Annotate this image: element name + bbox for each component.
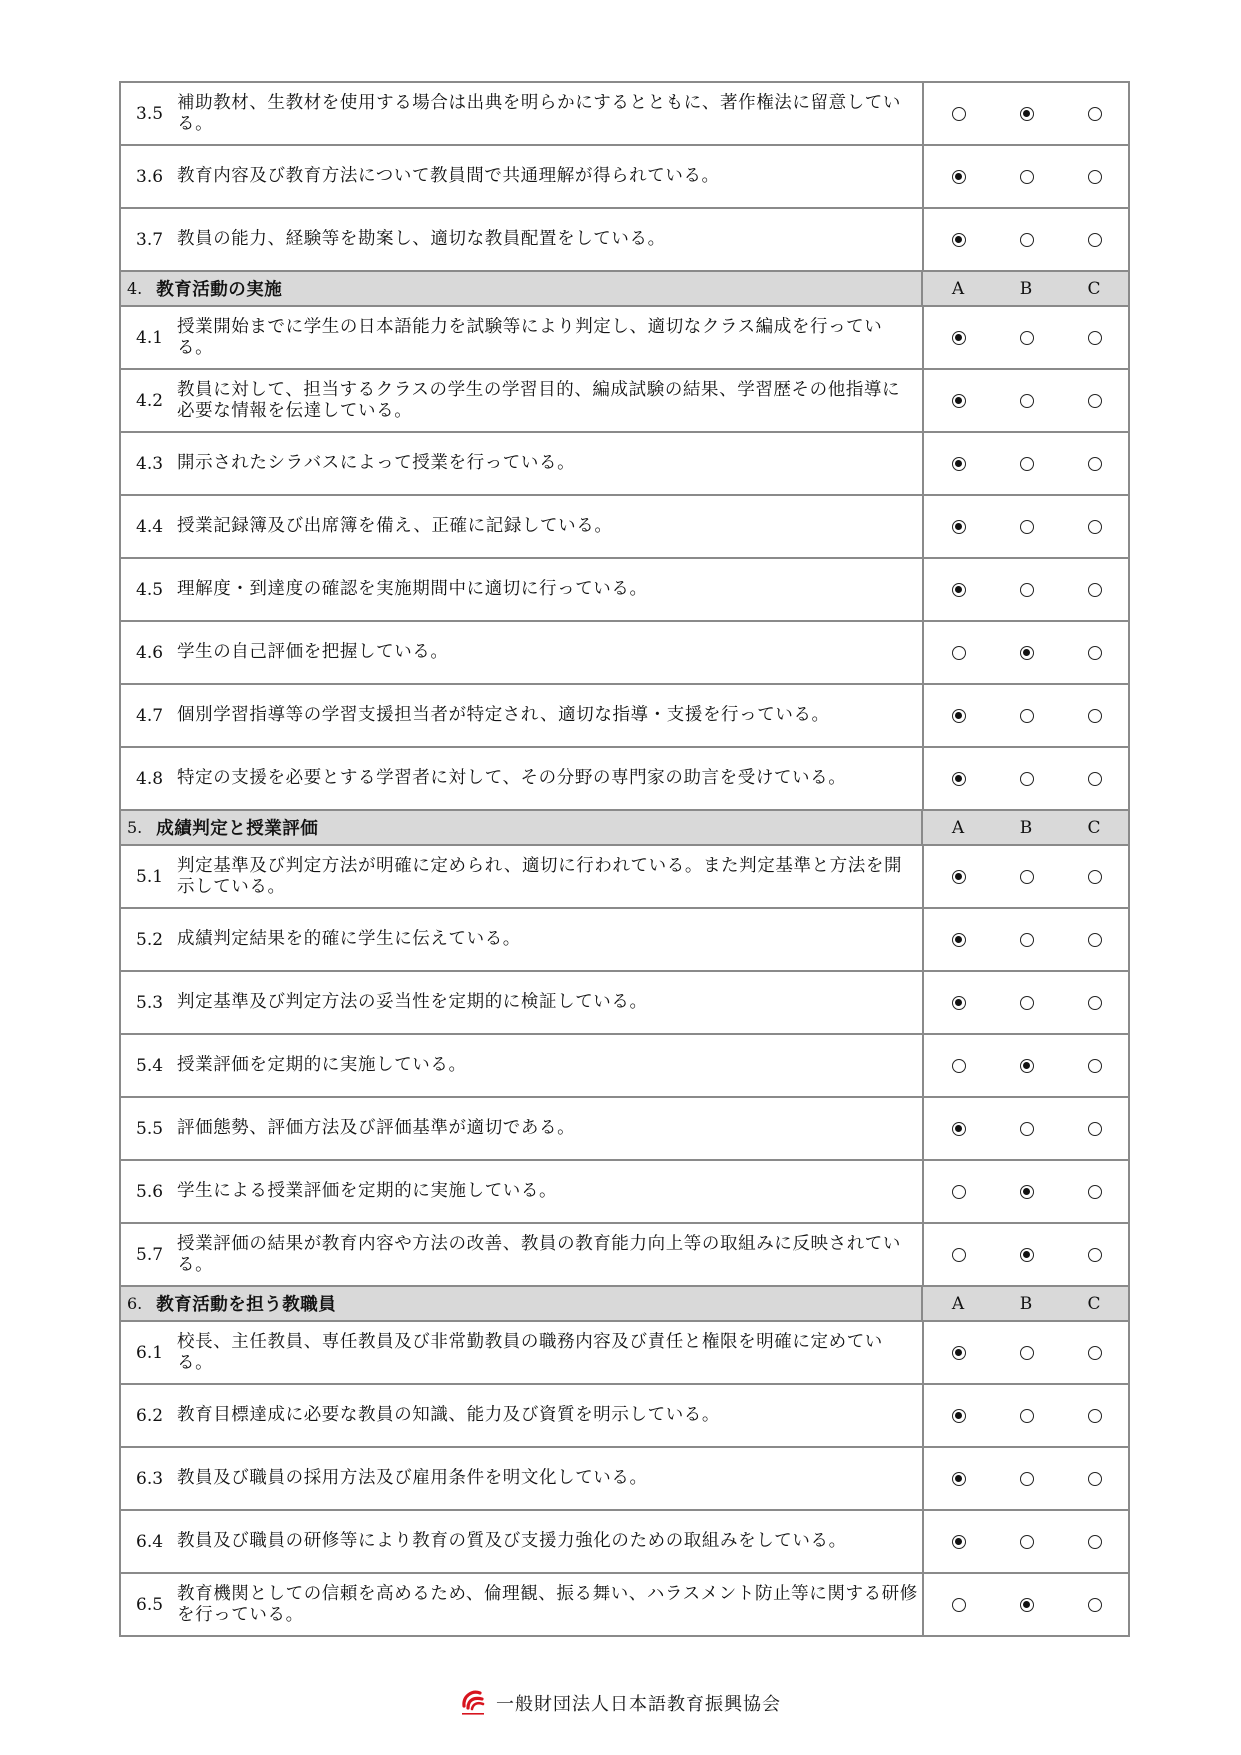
criteria-number: 5.1: [136, 866, 164, 887]
criteria-row: [121, 144, 1128, 207]
criteria-number: 6.3: [136, 1468, 164, 1489]
rating-b-radio[interactable]: [1020, 331, 1034, 345]
rating-a-radio[interactable]: [952, 709, 966, 723]
rating-cell: [924, 1385, 1129, 1446]
criteria-row: [121, 1446, 1128, 1509]
rating-c-radio[interactable]: [1088, 1409, 1102, 1423]
criteria-cell: [121, 846, 924, 907]
rating-b-radio[interactable]: [1020, 583, 1034, 597]
criteria-row: [121, 494, 1128, 557]
section-header: [121, 270, 1128, 305]
grade-label-b: B: [1019, 1293, 1033, 1314]
grade-label-a: A: [951, 817, 965, 838]
rating-c-radio[interactable]: [1088, 583, 1102, 597]
rating-b-radio[interactable]: [1020, 1346, 1034, 1360]
section-number: 5.: [127, 818, 143, 837]
criteria-row: [121, 1096, 1128, 1159]
criteria-number: 5.2: [136, 929, 164, 950]
criteria-text: 授業評価を定期的に実施している。: [177, 1055, 467, 1075]
rating-b-radio[interactable]: [1020, 1122, 1034, 1136]
criteria-number: 6.4: [136, 1531, 164, 1552]
rating-b-radio[interactable]: [1020, 772, 1034, 786]
rating-cell: [924, 622, 1129, 683]
criteria-cell: [121, 433, 924, 494]
page-footer: [0, 1688, 1241, 1718]
rating-c-radio[interactable]: [1088, 1346, 1102, 1360]
criteria-cell: [121, 83, 924, 144]
evaluation-table: [119, 81, 1130, 1637]
section-title-cell: [121, 272, 923, 305]
criteria-row: [121, 305, 1128, 368]
rating-b-radio[interactable]: [1020, 107, 1034, 121]
criteria-number: 5.3: [136, 992, 164, 1013]
section-title: 成績判定と授業評価: [156, 819, 319, 839]
rating-a-radio[interactable]: [952, 933, 966, 947]
criteria-text: 教員に対して、担当するクラスの学生の学習目的、編成試験の結果、学習歴その他指導に必要な情報を伝達している。: [177, 379, 901, 421]
grade-header: [923, 811, 1128, 844]
rating-c-radio[interactable]: [1088, 996, 1102, 1010]
rating-cell: [924, 433, 1129, 494]
criteria-text: 教員の能力、経験等を勘案し、適切な教員配置をしている。: [177, 229, 666, 249]
criteria-cell: [121, 1448, 924, 1509]
rating-a-radio[interactable]: [952, 394, 966, 408]
criteria-text: 判定基準及び判定方法の妥当性を定期的に検証している。: [177, 992, 648, 1012]
rating-b-radio[interactable]: [1020, 520, 1034, 534]
grade-label-c: C: [1087, 278, 1101, 299]
criteria-row: [121, 81, 1128, 144]
rating-cell: [924, 1224, 1129, 1285]
criteria-row: [121, 683, 1128, 746]
rating-cell: [924, 559, 1129, 620]
rating-cell: [924, 972, 1129, 1033]
section-title: 教育活動を担う教職員: [156, 1295, 337, 1315]
rating-c-radio[interactable]: [1088, 933, 1102, 947]
rating-b-radio[interactable]: [1020, 646, 1034, 660]
criteria-text: 成績判定結果を的確に学生に伝えている。: [177, 929, 521, 949]
rating-c-radio[interactable]: [1088, 1535, 1102, 1549]
rating-c-radio[interactable]: [1088, 772, 1102, 786]
rating-c-radio[interactable]: [1088, 1598, 1102, 1612]
criteria-number: 5.6: [136, 1181, 164, 1202]
rating-b-radio[interactable]: [1020, 394, 1034, 408]
rating-b-radio[interactable]: [1020, 457, 1034, 471]
criteria-cell: [121, 1322, 924, 1383]
rating-b-radio[interactable]: [1020, 1598, 1034, 1612]
rating-c-radio[interactable]: [1088, 1472, 1102, 1486]
grade-label-c: C: [1087, 817, 1101, 838]
rating-c-radio[interactable]: [1088, 1122, 1102, 1136]
rating-a-radio[interactable]: [952, 646, 966, 660]
rating-cell: [924, 748, 1129, 809]
rating-b-radio[interactable]: [1020, 996, 1034, 1010]
criteria-text: 教育機関としての信頼を高めるため、倫理観、振る舞い、ハラスメント防止等に関する研修を行っている。: [177, 1583, 918, 1625]
criteria-cell: [121, 370, 924, 431]
rating-cell: [924, 1098, 1129, 1159]
criteria-row: [121, 1320, 1128, 1383]
rating-b-radio[interactable]: [1020, 1185, 1034, 1199]
rating-cell: [924, 146, 1129, 207]
rating-c-radio[interactable]: [1088, 870, 1102, 884]
rating-b-radio[interactable]: [1020, 1472, 1034, 1486]
criteria-cell: [121, 1161, 924, 1222]
criteria-row: [121, 907, 1128, 970]
criteria-number: 4.2: [136, 390, 164, 411]
rating-cell: [924, 307, 1129, 368]
grade-header: [923, 1287, 1128, 1320]
rating-b-radio[interactable]: [1020, 1059, 1034, 1073]
rating-a-radio[interactable]: [952, 1185, 966, 1199]
grade-label-c: C: [1087, 1293, 1101, 1314]
section-header: [121, 809, 1128, 844]
rating-a-radio[interactable]: [952, 233, 966, 247]
criteria-text: 個別学習指導等の学習支援担当者が特定され、適切な指導・支援を行っている。: [177, 705, 830, 725]
criteria-cell: [121, 622, 924, 683]
rating-cell: [924, 1448, 1129, 1509]
criteria-number: 4.7: [136, 705, 164, 726]
rating-cell: [924, 1511, 1129, 1572]
section-title-cell: [121, 811, 923, 844]
criteria-text: 教員及び職員の研修等により教育の質及び支援力強化のための取組みをしている。: [177, 1531, 847, 1551]
rating-a-radio[interactable]: [952, 1472, 966, 1486]
rating-a-radio[interactable]: [952, 1248, 966, 1262]
criteria-cell: [121, 972, 924, 1033]
criteria-text: 理解度・到達度の確認を実施期間中に適切に行っている。: [177, 579, 648, 599]
rating-cell: [924, 846, 1129, 907]
criteria-text: 授業開始までに学生の日本語能力を試験等により判定し、適切なクラス編成を行っている。: [177, 316, 883, 358]
criteria-text: 教育内容及び教育方法について教員間で共通理解が得られている。: [177, 166, 720, 186]
rating-c-radio[interactable]: [1088, 170, 1102, 184]
rating-cell: [924, 496, 1129, 557]
criteria-number: 5.5: [136, 1118, 164, 1139]
grade-label-a: A: [951, 278, 965, 299]
criteria-cell: [121, 1098, 924, 1159]
rating-c-radio[interactable]: [1088, 1248, 1102, 1262]
criteria-number: 3.7: [136, 229, 164, 250]
criteria-cell: [121, 909, 924, 970]
section-title-cell: [121, 1287, 923, 1320]
rating-c-radio[interactable]: [1088, 1059, 1102, 1073]
criteria-row: [121, 368, 1128, 431]
section-number: 4.: [127, 279, 143, 298]
section-number: 6.: [127, 1294, 143, 1313]
rating-a-radio[interactable]: [952, 457, 966, 471]
criteria-row: [121, 1222, 1128, 1285]
rating-c-radio[interactable]: [1088, 233, 1102, 247]
rating-b-radio[interactable]: [1020, 870, 1034, 884]
criteria-text: 評価態勢、評価方法及び評価基準が適切である。: [177, 1118, 576, 1138]
rating-c-radio[interactable]: [1088, 331, 1102, 345]
criteria-cell: [121, 1385, 924, 1446]
criteria-text: 授業評価の結果が教育内容や方法の改善、教員の教育能力向上等の取組みに反映されている。: [177, 1233, 901, 1275]
criteria-row: [121, 207, 1128, 270]
criteria-number: 6.1: [136, 1342, 164, 1363]
criteria-row: [121, 1159, 1128, 1222]
rating-cell: [924, 685, 1129, 746]
rating-b-radio[interactable]: [1020, 170, 1034, 184]
criteria-number: 4.5: [136, 579, 164, 600]
rating-c-radio[interactable]: [1088, 646, 1102, 660]
grade-header: [923, 272, 1128, 305]
criteria-text: 教育目標達成に必要な教員の知識、能力及び資質を明示している。: [177, 1405, 720, 1425]
criteria-text: 教員及び職員の採用方法及び雇用条件を明文化している。: [177, 1468, 648, 1488]
section-title: 教育活動の実施: [156, 280, 283, 300]
criteria-row: [121, 557, 1128, 620]
criteria-row: [121, 844, 1128, 907]
criteria-text: 補助教材、生教材を使用する場合は出典を明らかにするとともに、著作権法に留意している。: [177, 92, 901, 134]
jalsa-logo-icon: [460, 1688, 486, 1718]
rating-a-radio[interactable]: [952, 1059, 966, 1073]
rating-a-radio[interactable]: [952, 1346, 966, 1360]
rating-a-radio[interactable]: [952, 520, 966, 534]
rating-a-radio[interactable]: [952, 870, 966, 884]
criteria-text: 学生による授業評価を定期的に実施している。: [177, 1181, 558, 1201]
criteria-row: [121, 746, 1128, 809]
rating-c-radio[interactable]: [1088, 394, 1102, 408]
rating-c-radio[interactable]: [1088, 1185, 1102, 1199]
grade-label-b: B: [1019, 278, 1033, 299]
criteria-cell: [121, 685, 924, 746]
criteria-number: 4.1: [136, 327, 164, 348]
criteria-row: [121, 620, 1128, 683]
criteria-row: [121, 1033, 1128, 1096]
rating-a-radio[interactable]: [952, 107, 966, 121]
criteria-text: 授業記録簿及び出席簿を備え、正確に記録している。: [177, 516, 613, 536]
criteria-text: 校長、主任教員、専任教員及び非常勤教員の職務内容及び責任と権限を明確に定めている。: [177, 1331, 883, 1373]
rating-b-radio[interactable]: [1020, 933, 1034, 947]
criteria-cell: [121, 1511, 924, 1572]
rating-c-radio[interactable]: [1088, 709, 1102, 723]
rating-a-radio[interactable]: [952, 1535, 966, 1549]
criteria-row: [121, 1383, 1128, 1446]
rating-cell: [924, 1161, 1129, 1222]
rating-cell: [924, 209, 1129, 270]
criteria-number: 3.5: [136, 103, 164, 124]
section-header: [121, 1285, 1128, 1320]
rating-c-radio[interactable]: [1088, 520, 1102, 534]
rating-cell: [924, 370, 1129, 431]
rating-cell: [924, 1035, 1129, 1096]
rating-a-radio[interactable]: [952, 331, 966, 345]
criteria-text: 特定の支援を必要とする学習者に対して、その分野の専門家の助言を受けている。: [177, 768, 847, 788]
criteria-row: [121, 1572, 1128, 1635]
criteria-cell: [121, 209, 924, 270]
criteria-number: 6.2: [136, 1405, 164, 1426]
grade-label-b: B: [1019, 817, 1033, 838]
rating-cell: [924, 909, 1129, 970]
criteria-cell: [121, 1574, 924, 1635]
rating-cell: [924, 1322, 1129, 1383]
rating-cell: [924, 83, 1129, 144]
criteria-text: 開示されたシラバスによって授業を行っている。: [177, 453, 576, 473]
rating-a-radio[interactable]: [952, 170, 966, 184]
criteria-number: 6.5: [136, 1594, 164, 1615]
grade-label-a: A: [951, 1293, 965, 1314]
rating-b-radio[interactable]: [1020, 1248, 1034, 1262]
criteria-number: 4.6: [136, 642, 164, 663]
organization-name: 一般財団法人日本語教育振興協会: [496, 1694, 781, 1715]
rating-a-radio[interactable]: [952, 772, 966, 786]
rating-a-radio[interactable]: [952, 1122, 966, 1136]
criteria-cell: [121, 748, 924, 809]
rating-b-radio[interactable]: [1020, 233, 1034, 247]
rating-a-radio[interactable]: [952, 1409, 966, 1423]
rating-c-radio[interactable]: [1088, 107, 1102, 121]
criteria-number: 4.8: [136, 768, 164, 789]
criteria-row: [121, 431, 1128, 494]
criteria-cell: [121, 559, 924, 620]
criteria-number: 3.6: [136, 166, 164, 187]
criteria-cell: [121, 496, 924, 557]
criteria-row: [121, 970, 1128, 1033]
criteria-cell: [121, 146, 924, 207]
criteria-cell: [121, 307, 924, 368]
criteria-number: 5.4: [136, 1055, 164, 1076]
criteria-cell: [121, 1224, 924, 1285]
rating-a-radio[interactable]: [952, 996, 966, 1010]
rating-c-radio[interactable]: [1088, 457, 1102, 471]
criteria-row: [121, 1509, 1128, 1572]
criteria-number: 4.3: [136, 453, 164, 474]
criteria-number: 4.4: [136, 516, 164, 537]
criteria-cell: [121, 1035, 924, 1096]
rating-b-radio[interactable]: [1020, 709, 1034, 723]
criteria-text: 学生の自己評価を把握している。: [177, 642, 449, 662]
rating-b-radio[interactable]: [1020, 1535, 1034, 1549]
rating-a-radio[interactable]: [952, 583, 966, 597]
criteria-text: 判定基準及び判定方法が明確に定められ、適切に行われている。また判定基準と方法を開示している。: [177, 855, 903, 897]
rating-b-radio[interactable]: [1020, 1409, 1034, 1423]
criteria-number: 5.7: [136, 1244, 164, 1265]
rating-cell: [924, 1574, 1129, 1635]
rating-a-radio[interactable]: [952, 1598, 966, 1612]
